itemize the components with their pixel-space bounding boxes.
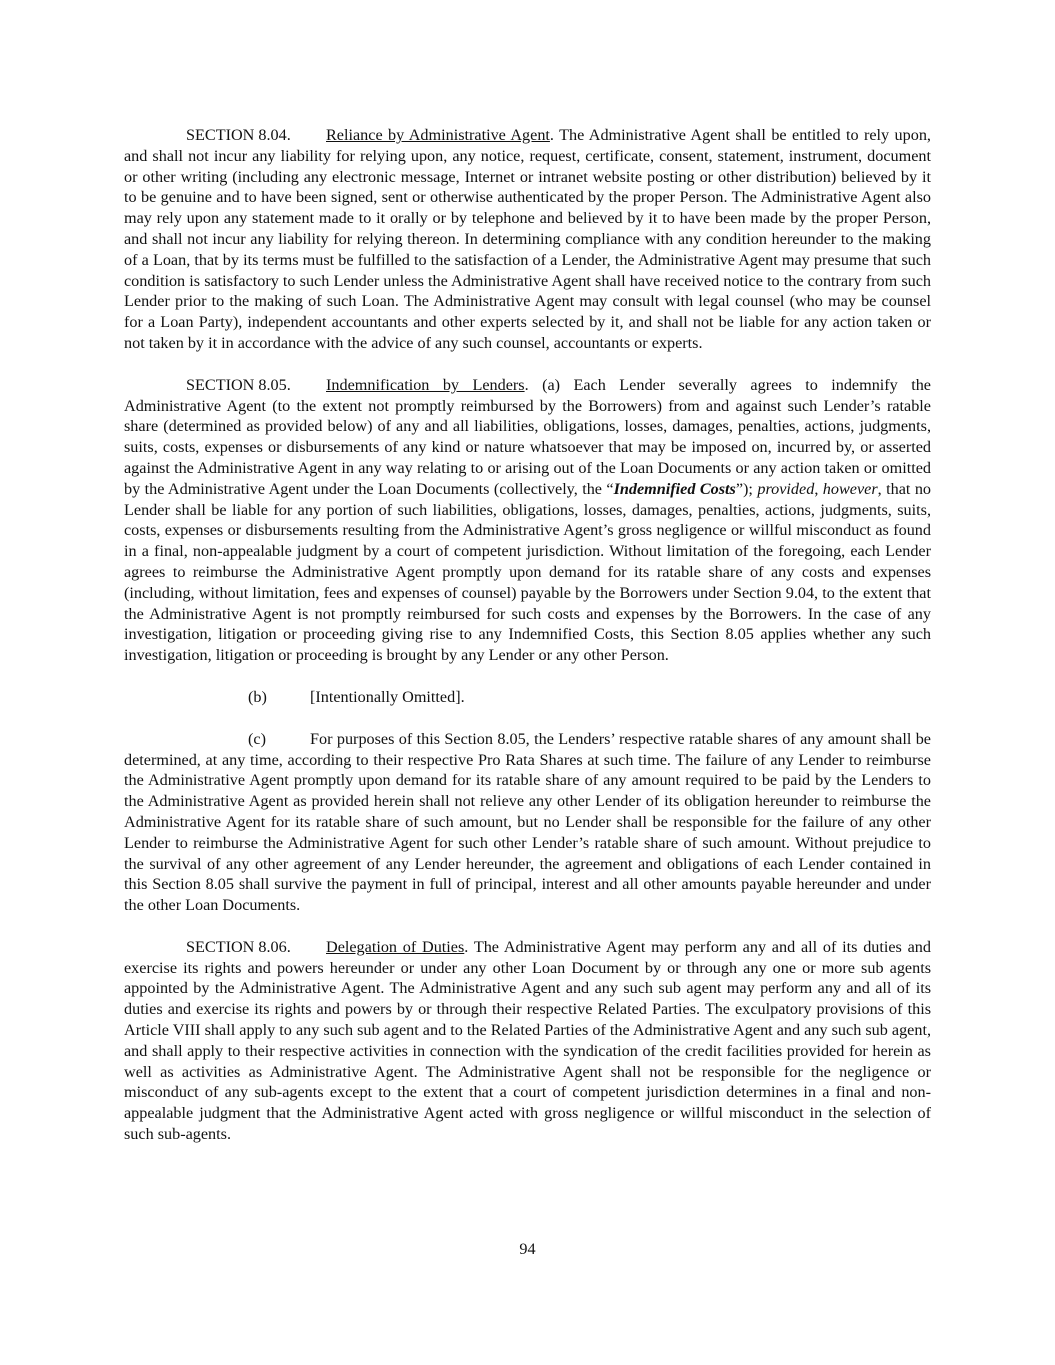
section-number: SECTION 8.06. (186, 937, 291, 956)
section-title: Indemnification by Lenders (326, 375, 525, 394)
section-body-part: . (a) Each Lender severally agrees to indemnify the Administrative Agent (to the extent not promptly reimbursed by the Borrowers) from and against such Lender’s ratable share (determined as provided below) of any and all liabilities, obligations, losses, damages, penalties, actions, judgments, suits, costs, expenses or disbursements of any kind or nature whatsoever that may be imposed on, incurred by, or asserted against the Administrative Agent in any way relating to or arising out of the Loan Documents or any action taken or omitted by the Administrative Agent under the Loan Documents (collectively, the “ (124, 375, 931, 498)
section-body-part: ”); (735, 479, 758, 498)
section-number: SECTION 8.04. (186, 126, 291, 144)
subsection-label: (b) (248, 687, 267, 706)
section-body: . The Administrative Agent shall be entitled to rely upon, and shall not incur any liability for relying upon, any notice, request, certificate, consent, statement, instrument, document or other writing (including any electronic message, Internet or intranet website posting or other distribution) believed by it to be genuine and to have been signed, sent or otherwise authenticated by the proper Person. The Administrative Agent also may rely upon any statement made to it orally or by telephone and believed by it to have been made by the proper Person, and shall not incur any liability for relying thereon. In determining compliance with any condition hereunder to the making of a Loan, that by its terms must be fulfilled to the satisfaction of a Lender, the Administrative Agent may presume that such condition is satisfactory to such Lender unless the Administrative Agent shall have received notice to the contrary from such Lender prior to the making of such Loan. The Administrative Agent may consult with legal counsel (who may be counsel for a Loan Party), independent accountants and other experts selected by it, and shall not be liable for any action taken or not taken by it in accordance with the advice of any such counsel, accountants or experts. (124, 126, 931, 352)
subsection-c (124, 729, 931, 916)
section-number: SECTION 8.05. (186, 375, 291, 394)
section-body: . The Administrative Agent may perform any and all of its duties and exercise its rights and powers hereunder or under any other Loan Document by or through any one or more sub agents appointed by the Administrative Agent. The Administrative Agent and any such sub agent may perform any and all of its duties and exercise its rights and powers by or through their respective Related Parties. The exculpatory provisions of this Article VIII shall apply to any such sub agent and to the Related Parties of the Administrative Agent and any such sub agent, and shall apply to their respective activities in connection with the syndication of the credit facilities provided for herein as well as activities as Administrative Agent. The Administrative Agent shall not be responsible for the negligence or misconduct of any sub-agents except to the extent that a court of competent jurisdiction determines in a final and non-appealable judgment that the Administrative Agent acted with gross negligence or willful misconduct in the selection of such sub-agents. (124, 937, 931, 1144)
section-body-part: , that no Lender shall be liable for any portion of such liabilities, obligations, losses, damages, penalties, actions, judgments, suits, costs, expenses or disbursements resulting from the Administrative Agent’s gross negligence or willful misconduct as found in a final, non-appealable judgment by a court of competent jurisdiction. Without limitation of the foregoing, each Lender agrees to reimburse the Administrative Agent promptly upon demand for its ratable share of any costs and expenses (including, without limitation, fees and expenses of counsel) payable by the Borrowers under Section 9.04, to the extent that the Administrative Agent is not promptly reimbursed for such costs and expenses by the Borrowers. In the case of any investigation, litigation or proceeding giving rise to any Indemnified Costs, this Section 8.05 applies whether any such investigation, litigation or proceeding is brought by any Lender or any other Person. (124, 479, 932, 665)
section-title: Reliance by Administrative Agent (326, 126, 550, 144)
section-body-part: , (814, 479, 823, 498)
section-8-04-paragraph (124, 125, 931, 354)
subsection-b (124, 687, 931, 708)
subsection-label: (c) (248, 729, 266, 748)
section-8-06-paragraph (124, 937, 931, 1145)
document-page (124, 125, 931, 1166)
proviso-word: however (822, 479, 878, 498)
subsection-text: [Intentionally Omitted]. (310, 687, 465, 706)
section-8-05-paragraph (124, 375, 931, 666)
subsection-text: For purposes of this Section 8.05, the Lenders’ respective ratable shares of any amount shall be determined, at any time, according to their respective Pro Rata Shares at such time. The failure of any Lender to reimburse the Administrative Agent promptly upon demand for its ratable share of any amount required to be paid by the Lenders to the Administrative Agent as provided herein shall not relieve any other Lender of its obligation hereunder to reimburse the Administrative Agent for its ratable share of such amount, but no Lender shall be responsible for the failure of any other Lender to reimburse the Administrative Agent for such other Lender’s ratable share of such amount. Without prejudice to the survival of any other agreement of any Lender hereunder, the agreement and obligations of each Lender contained in this Section 8.05 shall survive the payment in full of principal, interest and all other amounts payable hereunder and under the other Loan Documents. (124, 729, 931, 915)
section-title: Delegation of Duties (326, 937, 465, 956)
defined-term: Indemnified Costs (613, 479, 736, 498)
page-number: 94 (519, 1240, 536, 1258)
proviso-word: provided (757, 479, 815, 498)
